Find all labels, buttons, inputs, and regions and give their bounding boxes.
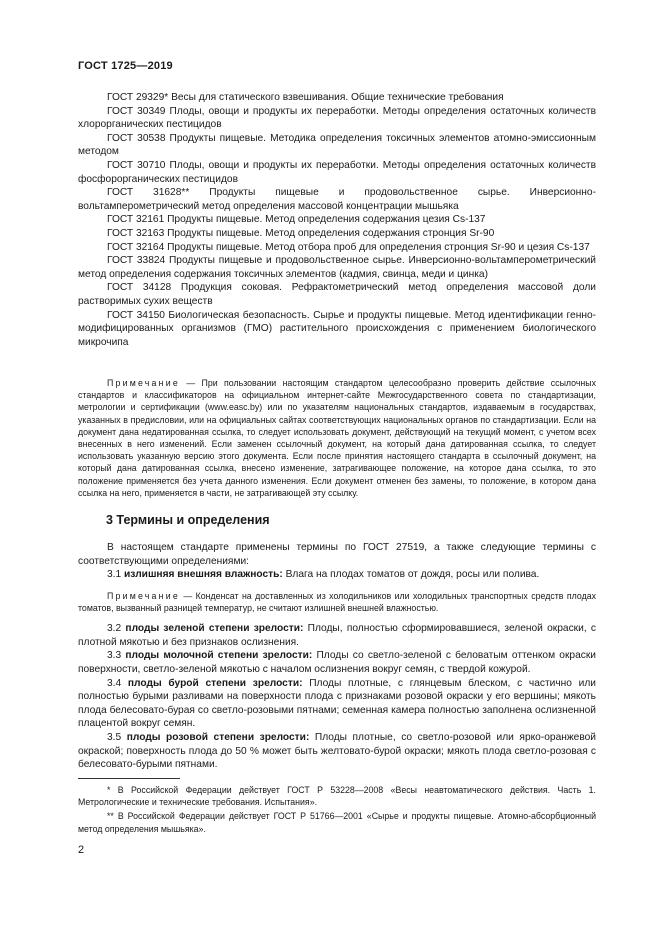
term-definition: Влага на плодах томатов от дождя, росы или полива. xyxy=(282,569,540,581)
term-number: 3.4 xyxy=(107,677,122,689)
footnotes xyxy=(78,784,596,837)
terms-section xyxy=(78,541,596,772)
term-definition: Плоды со светло-зеленой с беловатым оттенком окраски поверхности, светло-зеленой мякотью с началом ослизнения вокруг семян, с твердой кожурой. xyxy=(78,650,596,675)
footnote-divider xyxy=(78,778,180,779)
term-definition: Плоды плотные, со светло-розовой или ярко-оранжевой окраской; поверхность плода до 50 % может быть желтовато-бурой окраски; мякоть плода светло-розовая с белесовато-бурыми пятнами. xyxy=(78,731,596,771)
term-number: 3.1 xyxy=(107,569,122,581)
reference-item: ГОСТ 31628** Продукты пищевые и продовольственное сырье. Инверсионно-вольтамперометрический метод определения массовой концентрации мышьяка xyxy=(78,187,596,212)
footnote-item: * В Российской Федерации действует ГОСТ Р 53228—2008 «Весы неавтоматического действия. Часть 1. Метрологические и технические требования. Испытания». xyxy=(78,785,596,808)
term-definition: Плоды, полностью сформировавшиеся, зеленой окраски, с плотной мякотью и без признаков ослизнения. xyxy=(78,623,596,648)
term-note xyxy=(78,590,596,614)
section-heading: 3 Термины и определения xyxy=(106,513,270,527)
term-definition: Плоды плотные, с глянцевым блеском, с частично или полностью бурыми разливами на поверхности плода с признаками розовой окраски у его вершины; мякоть плода белесовато-бурая со светло-розовыми пятнами; семенная камера полностью заполнена ослизненной плацентой вокруг семян. xyxy=(78,677,596,730)
reference-item: ГОСТ 29329* Весы для статического взвешивания. Общие технические требования xyxy=(107,92,504,103)
term-item xyxy=(78,677,596,731)
reference-item: ГОСТ 30538 Продукты пищевые. Методика определения токсичных элементов атомно-эмиссионным методом xyxy=(78,132,596,158)
term-item xyxy=(78,568,596,582)
note-text: — Конденсат на доставленных из холодильников или холодильных транспортных средств плодах томатов, вызванный разницей температур, не считают излишней внешней влажностью. xyxy=(78,590,596,613)
term-item xyxy=(78,731,596,772)
term-number: 3.3 xyxy=(107,650,122,662)
reference-item: ГОСТ 33824 Продукты пищевые и продовольственное сырье. Инверсионно-вольтамперометрический метод определения содержания токсичных элементов (кадмия, свинца, меди и цинка) xyxy=(78,255,596,280)
term-name: плоды молочной степени зрелости: xyxy=(125,650,313,662)
reference-item: ГОСТ 32164 Продукты пищевые. Метод отбора проб для определения стронция Sr-90 и цезия Cs-137 xyxy=(107,241,590,253)
note-label: Примечание xyxy=(107,378,180,388)
term-name: плоды бурой степени зрелости: xyxy=(127,677,303,689)
reference-item: ГОСТ 34128 Продукция соковая. Рефрактометрический метод определения массовой доли растворимых сухих веществ xyxy=(78,282,596,307)
term-item xyxy=(78,622,596,649)
term-name: излишняя внешняя влажность: xyxy=(124,569,283,581)
section-intro: В настоящем стандарте применены термины по ГОСТ 27519, а также следующие термины с соответствующими определениями: xyxy=(78,542,596,567)
footnote-item: ** В Российской Федерации действует ГОСТ Р 51766—2001 «Сырье и продукты пищевые. Атомно-абсорбционный метод определения мышьяка». xyxy=(78,811,596,834)
reference-item: ГОСТ 30349 Плоды, овощи и продукты их переработки. Методы определения остаточных количеств хлорорганических пестицидов xyxy=(78,105,596,131)
note-text: — При пользовании настоящим стандартом целесообразно проверить действие ссылочных стандартов и классификаторов на официальном интернет-сайте Межгосударственного совета по стандартизации, метрологии и сертификации (www.easc.by) или по указателям национальных стандартов, издаваемым в государствах, указанных в предисловии, или на официальных сайтах соответствующих национальных органов по стандартизации. Если на документ дана недатированная ссылка, то следует использовать документ, действующий на текущий момент, с учетом всех внесенных в него изменений. Если заменен ссылочный документ, на который дана датированная ссылка, то следует использовать указанную версию этого документа. Если после принятия настоящего стандарта в ссылочный документ, на который дана датированная ссылка, внесено изменение, затрагивающее положение, на которое дана ссылка, то это положение применяется без учета данного изменения. Если документ отменен без замены, то положение, в котором дана ссылка на него, применяется в части, не затрагивающей эту ссылку. xyxy=(78,378,596,498)
term-name: плоды зеленой степени зрелости: xyxy=(125,623,304,635)
reference-item: ГОСТ 30710 Плоды, овощи и продукты их переработки. Методы определения остаточных количеств фосфорорганических пестицидов xyxy=(78,159,596,185)
reference-item: ГОСТ 32161 Продукты пищевые. Метод определения содержания цезия Cs-137 xyxy=(107,214,486,226)
normative-references-list xyxy=(78,91,596,349)
term-item xyxy=(78,649,596,676)
reference-item: ГОСТ 34150 Биологическая безопасность. Сырье и продукты пищевые. Метод идентификации генно-модифицированных организмов (ГМО) растительного происхождения с применением биологического микрочипа xyxy=(78,309,596,348)
page-number: 2 xyxy=(78,844,85,856)
term-number: 3.5 xyxy=(107,731,122,743)
term-name: плоды розовой степени зрелости: xyxy=(126,731,310,743)
note-label: Примечание xyxy=(107,590,180,601)
reference-item: ГОСТ 32163 Продукты пищевые. Метод определения содержания стронция Sr-90 xyxy=(107,227,495,239)
term-number: 3.2 xyxy=(107,623,122,635)
references-note xyxy=(78,377,596,499)
running-header: ГОСТ 1725—2019 xyxy=(78,60,173,72)
